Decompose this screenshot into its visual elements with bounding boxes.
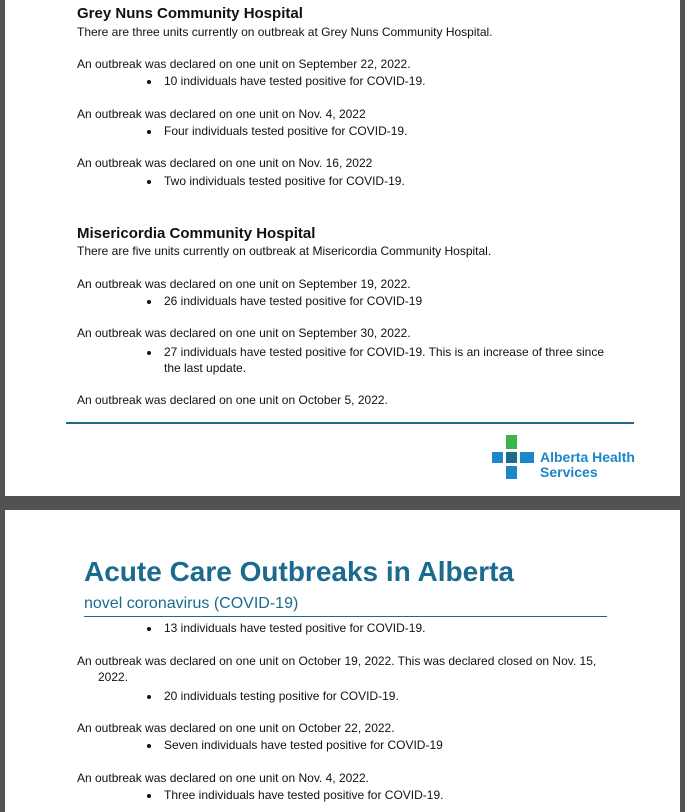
outbreak-bullet: 27 individuals have tested positive for COVID-19. This is an increase of three since bbox=[164, 345, 605, 359]
bullet-icon bbox=[147, 300, 151, 304]
bullet-icon bbox=[147, 130, 151, 134]
hospital-summary: There are five units currently on outbreak at Misericordia Community Hospital. bbox=[77, 244, 492, 258]
outbreak-declared: An outbreak was declared on one unit on October 5, 2022. bbox=[77, 393, 388, 407]
document-page-2 bbox=[5, 510, 680, 812]
outbreak-declared: An outbreak was declared on one unit on Nov. 4, 2022. bbox=[77, 771, 369, 785]
page-subtitle: novel coronavirus (COVID-19) bbox=[84, 595, 299, 612]
outbreak-declared: An outbreak was declared on one unit on Nov. 16, 2022 bbox=[77, 156, 373, 170]
outbreak-bullet: 10 individuals have tested positive for COVID-19. bbox=[164, 74, 426, 88]
bullet-icon bbox=[147, 180, 151, 184]
outbreak-declared: An outbreak was declared on one unit on September 19, 2022. bbox=[77, 277, 411, 291]
bullet-icon bbox=[147, 627, 151, 631]
logo-text-line1: Alberta Health bbox=[540, 449, 635, 465]
bullet-icon bbox=[147, 351, 151, 355]
outbreak-bullet: Two individuals tested positive for COVID-19. bbox=[164, 174, 405, 188]
hospital-heading: Grey Nuns Community Hospital bbox=[77, 5, 303, 22]
hospital-heading: Misericordia Community Hospital bbox=[77, 225, 316, 242]
bullet-icon bbox=[147, 744, 151, 748]
outbreak-bullet: Seven individuals have tested positive for COVID-19 bbox=[164, 738, 443, 752]
footer-divider bbox=[66, 422, 634, 424]
outbreak-declared-continued: 2022. bbox=[98, 670, 129, 684]
title-underline bbox=[84, 616, 607, 617]
outbreak-declared: An outbreak was declared on one unit on October 22, 2022. bbox=[77, 721, 395, 735]
ahs-logo bbox=[492, 435, 642, 480]
bullet-icon bbox=[147, 80, 151, 84]
outbreak-bullet: Four individuals tested positive for COVID-19. bbox=[164, 124, 408, 138]
outbreak-bullet: 26 individuals have tested positive for COVID-19 bbox=[164, 294, 423, 308]
ahs-cross-logo-icon bbox=[492, 435, 536, 479]
bullet-icon bbox=[147, 695, 151, 699]
logo-text-line2: Services bbox=[540, 464, 598, 480]
outbreak-bullet: 20 individuals testing positive for COVID-19. bbox=[164, 689, 399, 703]
outbreak-declared: An outbreak was declared on one unit on September 22, 2022. bbox=[77, 57, 411, 71]
page-title: Acute Care Outbreaks in Alberta bbox=[84, 556, 514, 587]
outbreak-bullet-continued: the last update. bbox=[164, 361, 247, 375]
outbreak-declared: An outbreak was declared on one unit on September 30, 2022. bbox=[77, 326, 411, 340]
hospital-summary: There are three units currently on outbreak at Grey Nuns Community Hospital. bbox=[77, 25, 493, 39]
outbreak-bullet: Three individuals have tested positive for COVID-19. bbox=[164, 788, 444, 802]
outbreak-declared: An outbreak was declared on one unit on Nov. 4, 2022 bbox=[77, 107, 366, 121]
document-page-1 bbox=[5, 0, 680, 496]
bullet-icon bbox=[147, 794, 151, 798]
outbreak-declared: An outbreak was declared on one unit on October 19, 2022. This was declared closed on Nov. 15, bbox=[77, 654, 597, 668]
outbreak-bullet: 13 individuals have tested positive for COVID-19. bbox=[164, 621, 426, 635]
